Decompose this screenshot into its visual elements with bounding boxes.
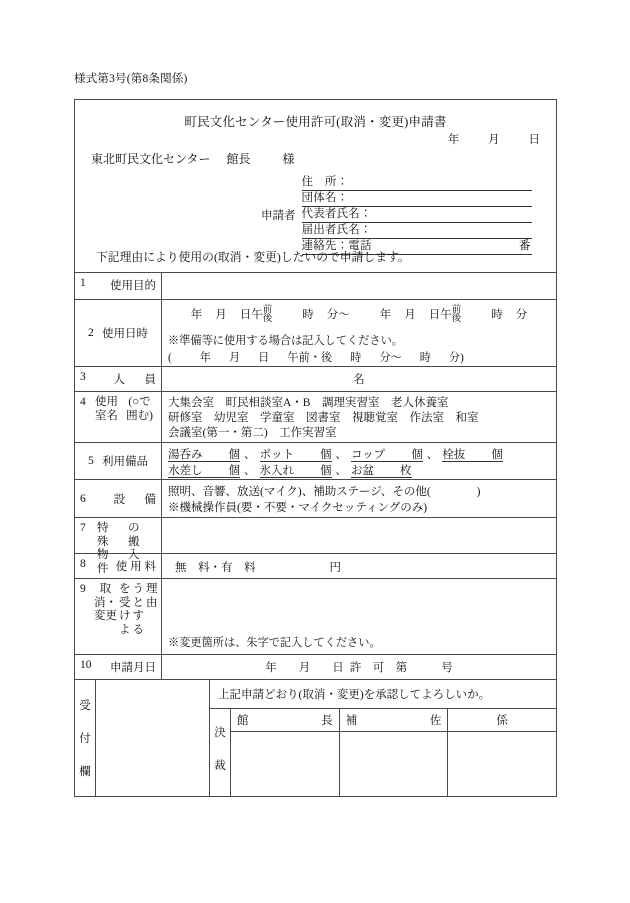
- receipt-block: [75, 679, 556, 796]
- equipment-item-yunomi-unit: 個: [228, 449, 240, 461]
- equip-sep-5: 、: [335, 465, 347, 477]
- fee-option-free[interactable]: 無 料: [175, 562, 210, 574]
- addressee-role: 館長: [226, 152, 251, 166]
- prep-minute: 分～: [379, 352, 402, 364]
- row-value-purpose[interactable]: [161, 273, 556, 299]
- table-row-reason: [75, 578, 556, 654]
- dt-hour-1: 時: [302, 309, 314, 322]
- equipment-item-yunomi-name: 湯呑み: [168, 449, 203, 461]
- dt-ampm-bottom-2: 後: [451, 314, 462, 324]
- row-number-9: 9: [80, 583, 86, 595]
- row-label-facilities-b: 備: [144, 493, 156, 506]
- document-title: 町民文化センター使用許可(取消・変更)申請書: [184, 115, 447, 129]
- equipment-item-tray[interactable]: [351, 465, 412, 478]
- prep-hour-2: 時: [419, 352, 431, 364]
- appdate-permit-number-unit: 号: [441, 662, 453, 674]
- applicant-submitter-name-label: 届出者氏名：: [301, 224, 372, 236]
- signature-body-row: [231, 731, 556, 796]
- receipt-stamp-area[interactable]: [95, 680, 209, 796]
- fee-option-paid[interactable]: 有 料: [221, 562, 256, 574]
- applicant-label: 申請者: [261, 210, 296, 222]
- equipment-item-tray-name: お盆: [351, 465, 374, 477]
- row-value-application-date[interactable]: [161, 655, 556, 679]
- applicant-representative-name-field[interactable]: [302, 207, 532, 223]
- dt-ampm-top-2: 前: [451, 304, 462, 315]
- dt-year-1: 年: [190, 309, 203, 322]
- dt-ampm-top-1: 前: [262, 304, 273, 315]
- row-number-3: 3: [80, 371, 86, 383]
- table-row-fee: [75, 553, 556, 578]
- facility-options[interactable]: 照明、音響、放送(マイク)、補助ステージ、その他(: [168, 486, 431, 498]
- row-label-text-special-items-1: 特殊物件: [96, 522, 109, 575]
- table-row-equipment-items: [75, 442, 556, 479]
- approval-grid: [210, 708, 556, 796]
- receipt-label-char-2: 付: [79, 732, 91, 745]
- equipment-item-ice-container[interactable]: [260, 465, 332, 478]
- addressee-organization: 東北町民文化センター: [91, 152, 211, 166]
- applicant-field-list: [302, 175, 532, 255]
- prep-month: 月: [228, 352, 241, 364]
- row-number-4: 4: [80, 396, 86, 408]
- room-line-2[interactable]: 研修室 幼児室 学童室 図書室 視聴覚室 作法室 和室: [168, 412, 479, 424]
- row-label-fee: [75, 554, 161, 578]
- fee-currency-unit: 円: [329, 562, 341, 574]
- equipment-item-pitcher-name: 水差し: [168, 465, 203, 477]
- row-label-application-date: [75, 655, 161, 679]
- form-header-block: [75, 100, 556, 272]
- table-row-application-date: [75, 654, 556, 679]
- form-number-caption: 様式第3号(第8条関係): [74, 73, 188, 85]
- appdate-month: 月: [298, 662, 311, 674]
- appdate-permit-number-label: 許 可 第: [349, 662, 408, 674]
- application-date-line: [168, 659, 550, 675]
- applicant-phone-label: 連絡先：電話: [301, 240, 372, 252]
- signature-header-row: [231, 709, 556, 731]
- applicant-submitter-name-field[interactable]: [302, 223, 532, 239]
- dt-month-2: 月: [404, 309, 416, 322]
- dt-ampm-bottom-1: 後: [262, 314, 273, 324]
- signature-columns: [230, 709, 556, 796]
- appdate-year: 年: [265, 662, 277, 674]
- row-label-purpose: [75, 273, 161, 299]
- facility-close-paren: ): [476, 486, 481, 498]
- preparation-note: ※準備等に使用する場合は記入してください。: [168, 335, 403, 347]
- approval-section: [209, 680, 556, 796]
- row-label-usage-datetime: [75, 300, 161, 366]
- dt-minute-2: 分: [515, 309, 528, 322]
- signature-header-assistant: [339, 709, 448, 731]
- applicant-representative-name-label: 代表者氏名：: [301, 208, 372, 220]
- row-label-reason-text-4: 理由: [146, 583, 158, 609]
- equipment-line-2: [168, 463, 550, 479]
- applicant-address-label: 住 所：: [301, 176, 349, 188]
- prep-open-paren: (: [168, 352, 172, 364]
- signature-header-staff: 係: [447, 709, 556, 731]
- row-label-text-application-date: 申請月日: [110, 662, 156, 674]
- addressee-line: [91, 150, 295, 167]
- row-label-text-special-items-2: の 搬 入: [127, 522, 151, 561]
- row-value-headcount[interactable]: 名: [161, 367, 556, 391]
- row-value-rooms[interactable]: [161, 392, 556, 442]
- row-label-special-items-line1: [80, 522, 117, 575]
- equipment-item-yunomi[interactable]: [168, 449, 240, 462]
- row-value-equipment-items[interactable]: [161, 443, 556, 479]
- prep-hour: 時: [350, 352, 362, 364]
- row-value-facilities[interactable]: [161, 480, 556, 517]
- application-form-table: [74, 99, 557, 797]
- row-label-reason-text-1: 取消・変更: [94, 583, 117, 622]
- row-number-8: 8: [80, 558, 86, 570]
- fee-separator: ・: [209, 562, 221, 574]
- row-number-6: 6: [80, 492, 86, 505]
- row-label-text-equipment-items: 利用備品: [102, 456, 148, 468]
- equipment-item-tray-unit: 枚: [400, 465, 412, 477]
- equipment-item-cup-unit: 個: [411, 449, 423, 461]
- row-label-headcount-a: 人: [113, 374, 125, 386]
- approval-column-label: [210, 709, 230, 796]
- signature-cell-staff[interactable]: [447, 732, 556, 796]
- row-label-text-fee: 使 用 料: [115, 561, 156, 573]
- equip-sep-2: 、: [335, 449, 347, 461]
- row-number-1: 1: [80, 277, 86, 289]
- equipment-item-pitcher[interactable]: [168, 465, 240, 478]
- row-label-headcount-b: 員: [144, 374, 156, 386]
- header-date-month: 月: [488, 134, 500, 146]
- dt-day-ampm-1: 日午: [239, 309, 263, 322]
- dt-day-ampm-2: 日午: [428, 309, 452, 322]
- header-date-year: 年: [447, 134, 460, 146]
- equipment-item-bottle-opener-unit: 個: [491, 449, 503, 461]
- equipment-item-pot-name: ポット: [259, 449, 294, 461]
- signature-header-assistant-right: 佐: [429, 715, 442, 727]
- receipt-label-char-1: 受: [79, 699, 91, 712]
- applicant-group-name-field[interactable]: [302, 191, 532, 207]
- receipt-column-label: [75, 680, 95, 796]
- row-label-rooms: [75, 392, 161, 442]
- equipment-item-ice-container-name: 氷入れ: [259, 465, 294, 477]
- signature-header-director-right: 長: [321, 715, 333, 727]
- row-value-reason[interactable]: [161, 579, 556, 654]
- equipment-item-pot[interactable]: [260, 449, 332, 462]
- row-label-rooms-main: [80, 396, 123, 438]
- dt-ampm-ruby-1: [263, 306, 273, 325]
- table-row-usage-datetime: [75, 299, 556, 366]
- appdate-day: 日: [332, 662, 344, 674]
- equipment-item-bottle-opener-name: 栓抜: [442, 449, 466, 461]
- approval-label-char-1: 決: [214, 726, 226, 739]
- row-label-text-usage-datetime: 使用日時: [102, 328, 148, 340]
- row-label-equipment-items: [75, 443, 161, 479]
- row-sublabel-rooms: (○で囲む): [126, 396, 153, 422]
- signature-cell-director[interactable]: [231, 732, 339, 796]
- table-row-headcount: [75, 366, 556, 391]
- signature-header-director: [231, 709, 339, 731]
- prep-day: 日: [258, 352, 270, 364]
- row-number-5: 5: [88, 455, 94, 467]
- dt-hour-2: 時: [491, 309, 503, 322]
- signature-cell-assistant[interactable]: [339, 732, 448, 796]
- equipment-item-ice-container-unit: 個: [320, 465, 332, 477]
- row-number-7: 7: [80, 522, 86, 534]
- equipment-item-pitcher-unit: 個: [228, 465, 240, 477]
- row-value-usage-datetime[interactable]: [161, 300, 556, 366]
- room-line-1[interactable]: 大集会室 町民相談室A・B 調理実習室 老人休養室: [168, 397, 449, 409]
- facility-line-1: [168, 484, 550, 500]
- row-label-text-rooms: 使用室名: [95, 396, 118, 422]
- equip-sep-4: 、: [244, 465, 256, 477]
- equip-sep-1: 、: [244, 449, 256, 461]
- equipment-item-cup[interactable]: [351, 449, 423, 462]
- applicant-group-name-label: 団体名：: [301, 192, 349, 204]
- applicant-address-field[interactable]: [302, 175, 532, 191]
- row-value-fee[interactable]: [161, 554, 556, 578]
- equip-sep-3: 、: [426, 449, 439, 461]
- facility-line-2-operator-note[interactable]: ※機械操作員(要・不要・マイクセッティングのみ): [168, 502, 428, 514]
- equipment-item-bottle-opener[interactable]: [442, 449, 503, 462]
- row-label-reason-text-3: うとする: [132, 583, 144, 636]
- table-row-facilities: [75, 479, 556, 517]
- row-label-facilities-a: 設: [113, 493, 125, 506]
- signature-header-director-left: 館: [237, 715, 249, 727]
- applicant-block: [261, 175, 532, 255]
- fee-line: [168, 558, 550, 575]
- dt-month-1: 月: [215, 309, 227, 322]
- equipment-item-pot-unit: 個: [320, 449, 332, 461]
- prep-year: 年: [199, 352, 211, 364]
- applicant-phone-unit: 番: [519, 240, 531, 252]
- row-label-reason-line1: [80, 583, 119, 650]
- dt-minute-1: 分～: [326, 309, 350, 322]
- reason-red-ink-note: ※変更箇所は、朱字で記入してください。: [168, 637, 381, 649]
- datetime-range-line: [168, 304, 550, 325]
- header-date-line: [448, 131, 540, 147]
- row-number-10: 10: [80, 659, 92, 671]
- dt-ampm-ruby-2: [452, 306, 462, 325]
- dt-year-2: 年: [379, 309, 392, 322]
- table-row-purpose: [75, 272, 556, 299]
- approval-label-char-2: 裁: [214, 760, 226, 773]
- addressee-honorific: 様: [282, 152, 295, 166]
- row-label-facilities: [75, 480, 161, 517]
- equipment-line-1: [168, 447, 550, 463]
- prep-minute-2: 分): [448, 352, 464, 364]
- row-label-text-purpose: 使用目的: [110, 280, 156, 292]
- equipment-item-cup-name: コップ: [351, 449, 386, 461]
- row-label-reason: [75, 579, 161, 654]
- preparation-datetime-line: [168, 349, 550, 365]
- intro-sentence: 下記理由により使用の(取消・変更)したいので申請します。: [96, 250, 410, 264]
- receipt-label-char-3: 欄: [79, 766, 91, 779]
- table-row-rooms: [75, 391, 556, 442]
- prep-ampm: 午前・後: [287, 352, 333, 364]
- row-number-2: 2: [88, 327, 94, 339]
- approval-question: 上記申請どおり(取消・変更)を承認してよろしいか。: [218, 689, 491, 701]
- row-value-special-items[interactable]: [161, 518, 556, 553]
- row-label-reason-text-2: を受けよ: [119, 583, 131, 636]
- row-label-headcount: [75, 367, 161, 391]
- signature-header-assistant-left: 補: [345, 715, 358, 727]
- header-date-day: 日: [528, 134, 540, 146]
- room-line-3[interactable]: 会議室(第一・第二) 工作実習室: [168, 427, 337, 439]
